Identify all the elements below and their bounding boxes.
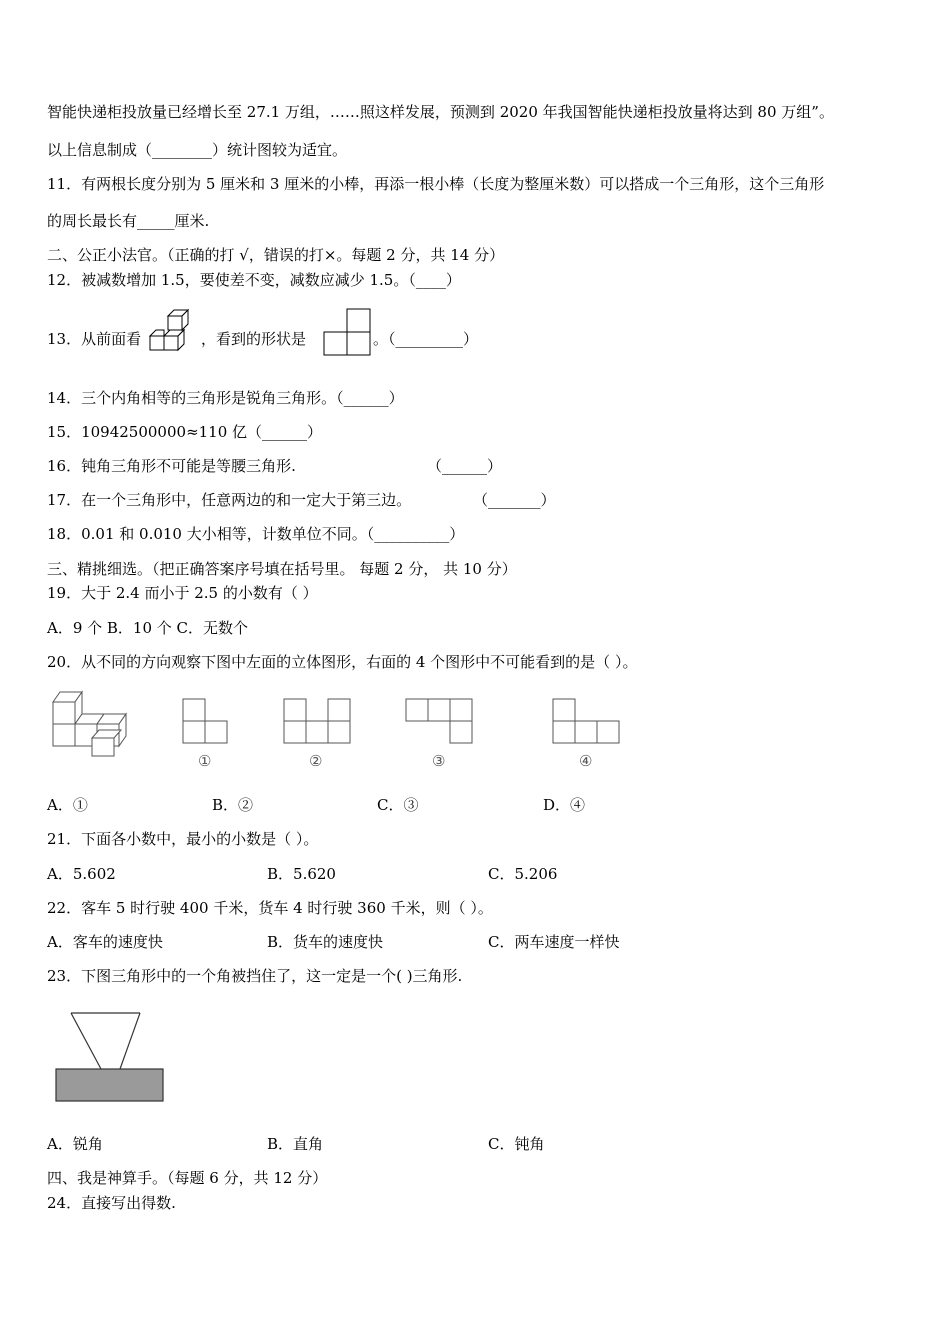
q13-shape-figure (323, 308, 371, 356)
q23-option-c[interactable]: C．钝角 (488, 1135, 545, 1153)
section-4-heading: 四、我是神算手。（每题 6 分，共 12 分） (47, 1169, 328, 1187)
text-line-1: 智能快递柜投放量已经增长至 27.1 万组，……照这样发展，预测到 2020 年我国智能快递柜投放量将达到 80 万组”。 (47, 103, 834, 121)
q20-view-3-label: ③ (432, 752, 446, 770)
question-11-part2: 的周长最长有_____厘米. (47, 212, 210, 230)
question-22: 22．客车 5 时行驶 400 千米，货车 4 时行驶 360 千米，则（ ）。 (47, 899, 493, 917)
question-16: 16．钝角三角形不可能是等腰三角形. (47, 457, 296, 475)
q13-cubes-figure (148, 308, 194, 354)
q20-view-1 (182, 698, 230, 746)
question-15: 15．10942500000≈110 亿（______） (47, 423, 323, 441)
question-17: 17．在一个三角形中，任意两边的和一定大于第三边。 (47, 491, 412, 509)
question-18: 18．0.01 和 0.010 大小相等，计数单位不同。（__________） (47, 525, 465, 543)
q21-option-a[interactable]: A．5.602 (47, 865, 116, 883)
question-21: 21．下面各小数中，最小的小数是（ ）。 (47, 830, 319, 848)
q23-option-a[interactable]: A．锐角 (47, 1135, 103, 1153)
section-3-heading: 三、精挑细选。（把正确答案序号填在括号里。 每题 2 分， 共 10 分） (47, 560, 517, 578)
q20-view-3 (405, 698, 475, 746)
question-13-part2: ，看到的形状是 (201, 330, 307, 348)
q20-option-a[interactable]: A．① (47, 796, 88, 814)
q22-option-c[interactable]: C．两车速度一样快 (488, 933, 620, 951)
q23-triangle-figure (54, 1012, 166, 1104)
q22-option-a[interactable]: A．客车的速度快 (47, 933, 163, 951)
question-16-answer: （______） (427, 457, 503, 475)
q21-option-c[interactable]: C．5.206 (488, 865, 558, 883)
q20-option-b[interactable]: B．② (212, 796, 254, 814)
q20-view-1-label: ① (198, 752, 212, 770)
q20-option-d[interactable]: D．④ (543, 796, 586, 814)
question-19-options: A．9 个 B．10 个 C．无数个 (47, 619, 249, 637)
question-13-part3: 。（_________） (373, 330, 479, 348)
q20-view-2-label: ② (309, 752, 323, 770)
q23-option-b[interactable]: B．直角 (267, 1135, 324, 1153)
text-line-2: 以上信息制成（________）统计图较为适宜。 (47, 141, 348, 159)
q22-option-b[interactable]: B．货车的速度快 (267, 933, 384, 951)
q20-option-c[interactable]: C．③ (377, 796, 419, 814)
q20-view-4 (552, 698, 622, 746)
question-17-answer: （_______） (473, 491, 556, 509)
q20-solid-figure (50, 688, 130, 758)
question-19: 19．大于 2.4 而小于 2.5 的小数有（ ） (47, 584, 318, 602)
question-14: 14．三个内角相等的三角形是锐角三角形。（______） (47, 389, 404, 407)
question-24: 24．直接写出得数. (47, 1194, 176, 1212)
question-12: 12．被减数增加 1.5，要使差不变，减数应减少 1.5。（____） (47, 271, 461, 289)
section-2-heading: 二、公正小法官。（正确的打 √，错误的打×。每题 2 分，共 14 分） (47, 246, 505, 264)
question-11-part1: 11．有两根长度分别为 5 厘米和 3 厘米的小棒，再添一根小棒（长度为整厘米数）可以搭成一个三角形，这个三角形 (47, 175, 825, 193)
q20-view-2 (283, 698, 353, 746)
question-23: 23．下图三角形中的一个角被挡住了，这一定是一个( )三角形. (47, 967, 463, 985)
question-20: 20．从不同的方向观察下图中左面的立体图形，右面的 4 个图形中不可能看到的是（ ）。 (47, 653, 638, 671)
q20-view-4-label: ④ (579, 752, 593, 770)
question-13-part1: 13．从前面看 (47, 330, 142, 348)
q21-option-b[interactable]: B．5.620 (267, 865, 336, 883)
